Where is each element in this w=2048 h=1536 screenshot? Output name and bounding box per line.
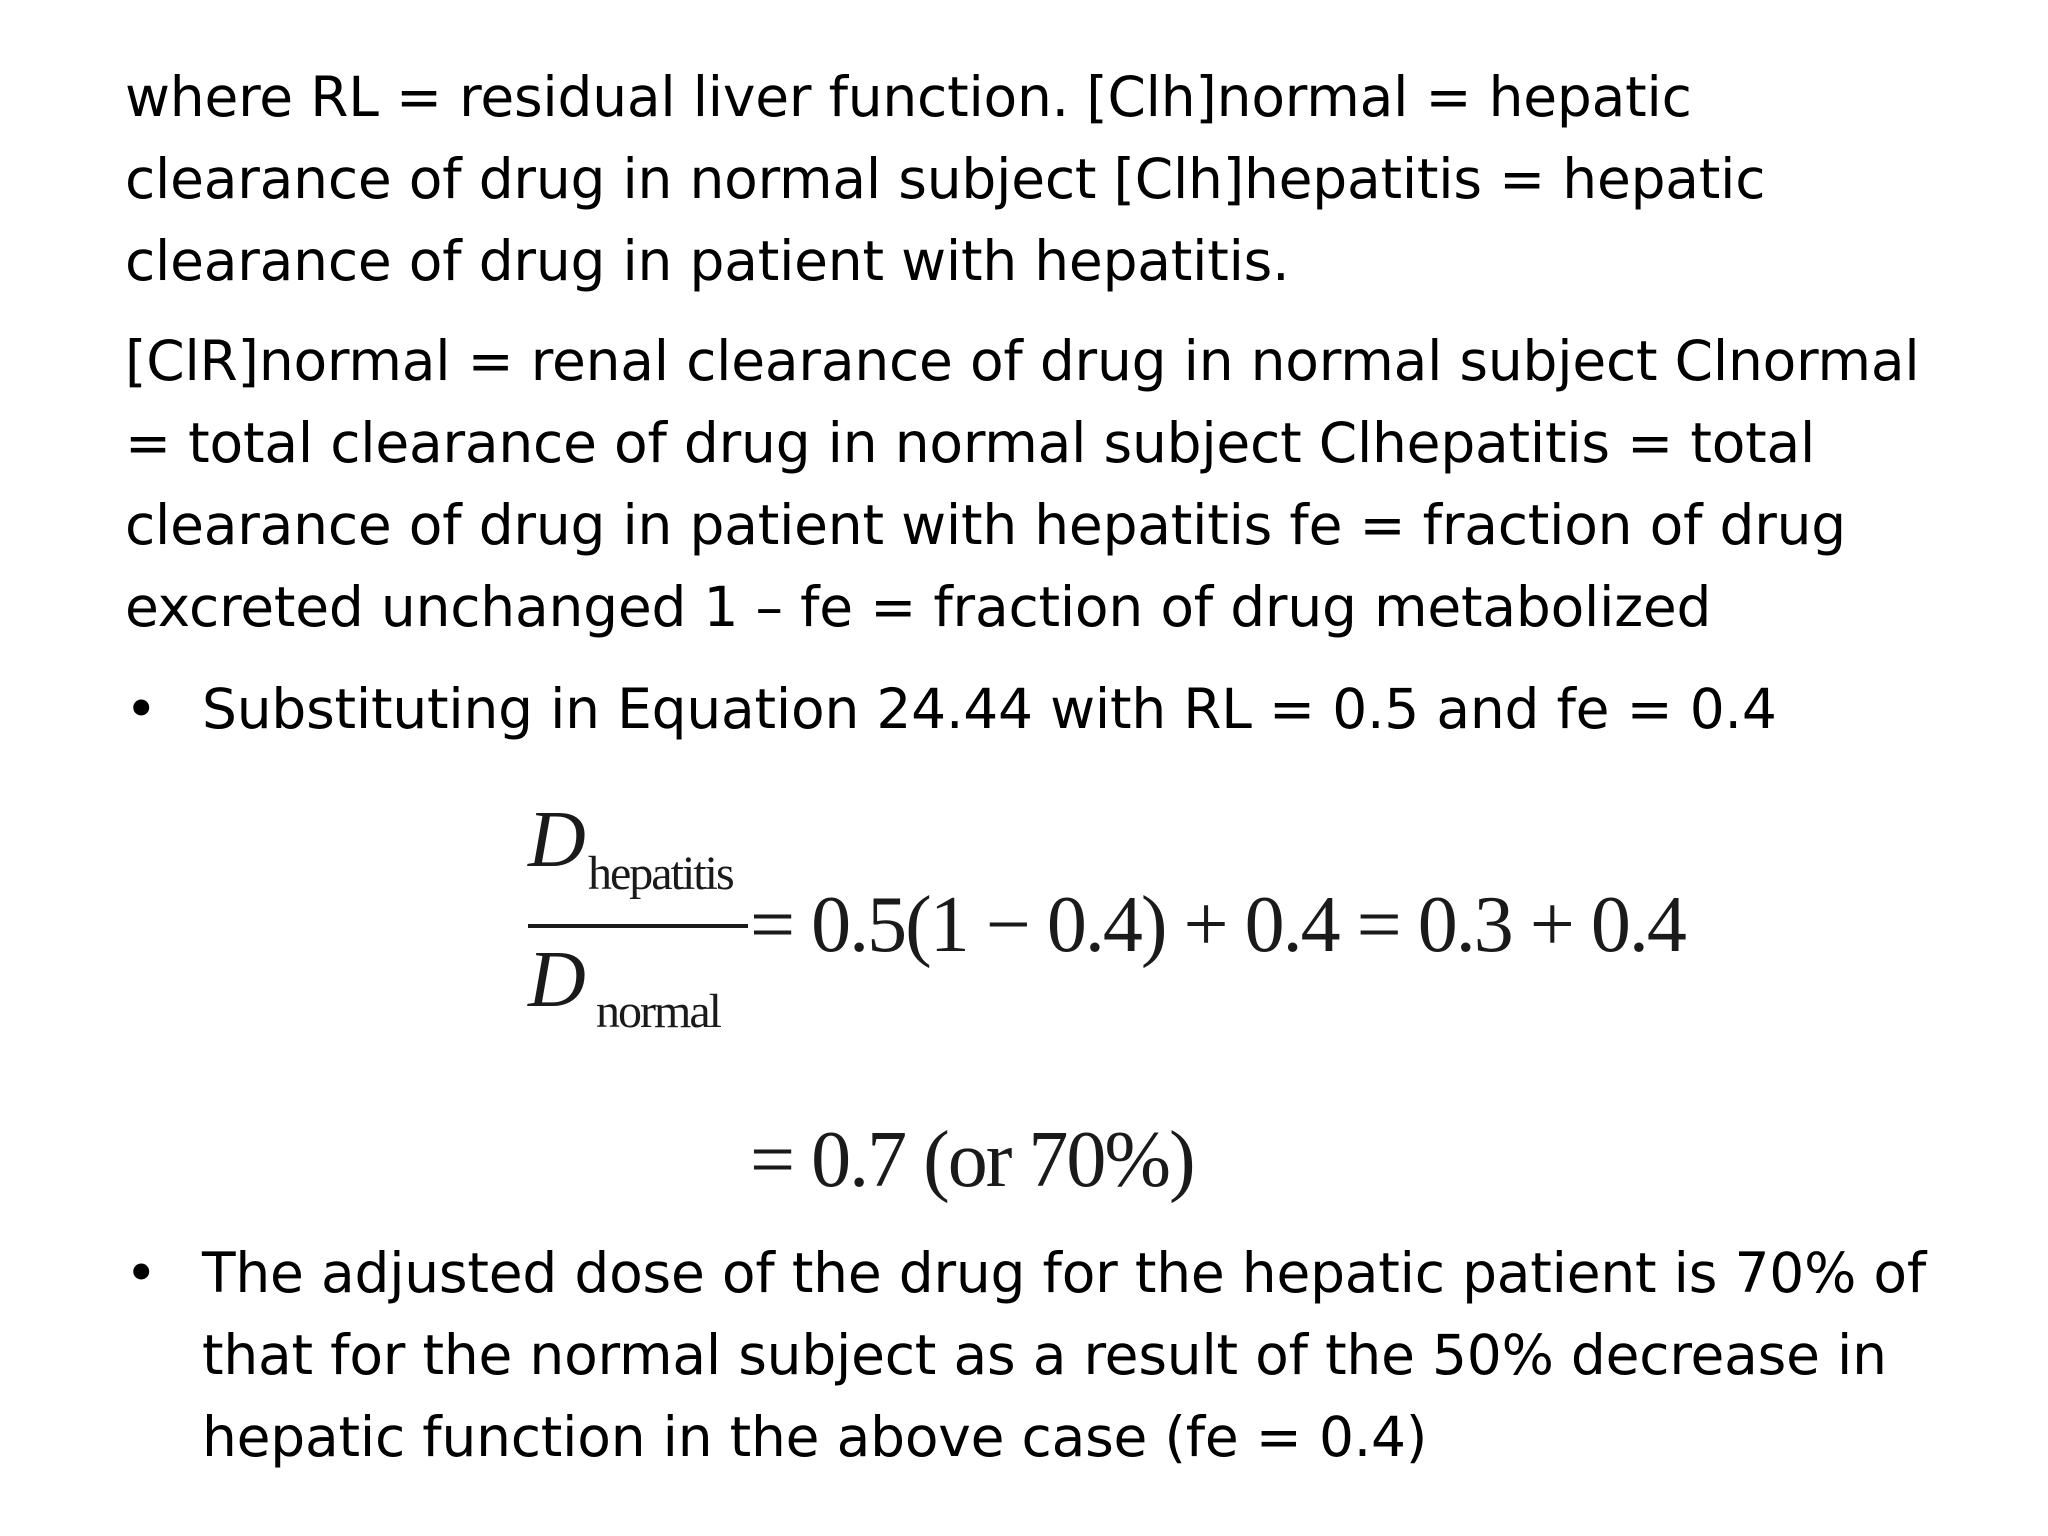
denominator-symbol: D bbox=[528, 936, 586, 1024]
equation-line-1: = 0.5(1 − 0.4) + 0.4 = 0.3 + 0.4 bbox=[750, 881, 1685, 969]
bullet-text: Substituting in Equation 24.44 with RL = 0.5 and fe = 0.4 bbox=[202, 677, 1777, 741]
equation-line-2: = 0.7 (or 70%) bbox=[750, 1116, 1194, 1204]
denominator-subscript: normal bbox=[596, 985, 720, 1038]
paragraph-definitions-renal: [ClR]normal = renal clearance of drug in normal subject Clnormal = total clearance of drug in normal subject Clhepatitis = total clearance of drug in patient with hepatitis fe = fraction of drug excreted unchanged 1 – fe = fraction of drug metabolized bbox=[125, 329, 1920, 639]
numerator-symbol: D bbox=[528, 796, 586, 884]
fraction-bar bbox=[528, 924, 748, 928]
bullet-marker: • bbox=[125, 1241, 158, 1305]
bullet-marker: • bbox=[125, 677, 158, 741]
bullet-text: The adjusted dose of the drug for the hepatic patient is 70% of that for the normal subject as a result of the 50% decrease in hepatic function in the above case (fe = 0.4) bbox=[202, 1241, 1927, 1469]
numerator-subscript: hepatitis bbox=[588, 847, 733, 900]
paragraph-definitions-hepatic: where RL = residual liver function. [Clh]normal = hepatic clearance of drug in normal subject [Clh]hepatitis = hepatic clearance of drug in patient with hepatitis. bbox=[125, 65, 1766, 293]
